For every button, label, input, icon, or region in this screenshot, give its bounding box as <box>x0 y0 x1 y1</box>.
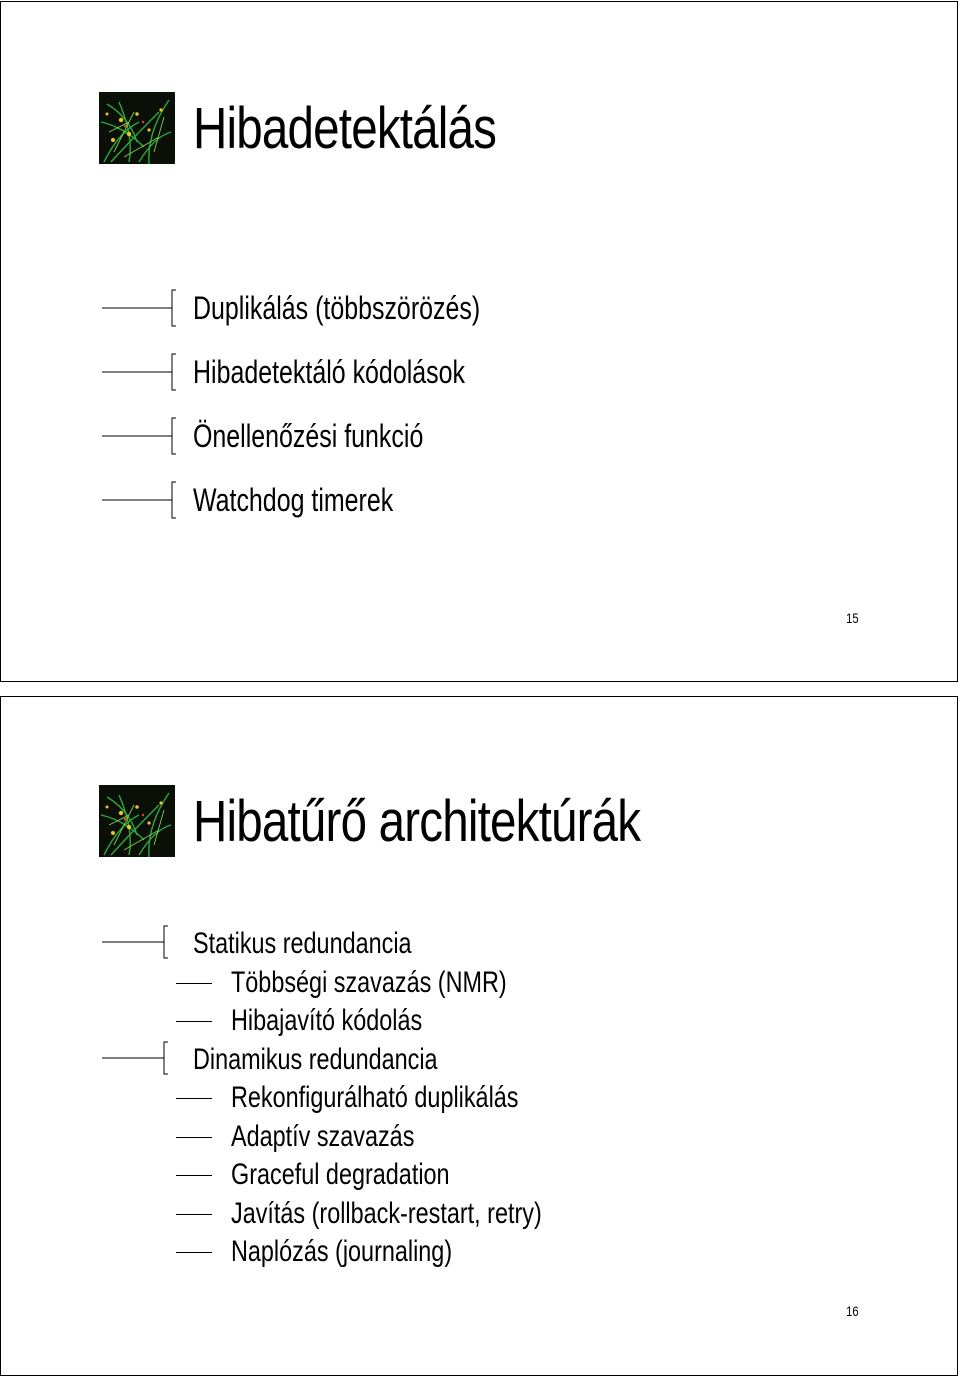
page-number: 15 <box>846 610 859 626</box>
dash-bullet-icon <box>176 1252 212 1253</box>
dash-bullet-icon <box>176 1175 212 1176</box>
plant-thumbnail-image <box>99 785 175 857</box>
dash-bullet-icon <box>176 1214 212 1215</box>
slide-title: Hibatűrő architektúrák <box>193 788 641 854</box>
dash-bullet-icon <box>176 983 212 984</box>
bullet-text: Hibadetektáló kódolások <box>193 353 465 390</box>
bullet-text: Javítás (rollback-restart, retry) <box>231 1196 542 1230</box>
dash-bullet-icon <box>176 1098 212 1099</box>
bracket-bullet-icon <box>102 925 172 959</box>
bullet-text: Önellenőzési funkció <box>193 417 424 454</box>
list-item-level-2 <box>1 964 959 1003</box>
bracket-bullet-icon <box>102 353 176 391</box>
bullet-text: Watchdog timerek <box>193 481 394 518</box>
bullet-text: Graceful degradation <box>231 1158 450 1191</box>
list-item-level-2 <box>1 1118 959 1157</box>
bullet-text: Dinamikus redundancia <box>193 1042 438 1076</box>
bullet-text: Hibajavító kódolás <box>231 1004 423 1037</box>
bullet-text: Adaptív szavazás <box>231 1119 415 1153</box>
plant-thumbnail-image <box>99 92 175 164</box>
list-item-level-2 <box>1 1156 959 1195</box>
list-item-level-1 <box>1 1041 959 1080</box>
bracket-bullet-icon <box>102 481 176 519</box>
dash-bullet-icon <box>176 1021 212 1022</box>
slide-title: Hibadetektálás <box>193 95 497 161</box>
bracket-bullet-icon <box>102 417 176 455</box>
slide-15 <box>0 1 958 682</box>
list-item-level-2 <box>1 1233 959 1272</box>
bullet-text: Rekonfigurálható duplikálás <box>231 1081 519 1114</box>
list-item-level-2 <box>1 1002 959 1041</box>
list-item-level-2 <box>1 1079 959 1118</box>
bracket-bullet-icon <box>102 289 176 327</box>
slide-16 <box>0 696 958 1376</box>
bullet-text: Naplózás (journaling) <box>231 1235 453 1268</box>
list-item-level-2 <box>1 1195 959 1234</box>
list-item-level-1 <box>1 925 959 964</box>
title-row <box>99 785 738 857</box>
bullet-text: Statikus redundancia <box>193 927 412 960</box>
dash-bullet-icon <box>176 1137 212 1138</box>
bracket-bullet-icon <box>102 1041 172 1075</box>
bullet-text: Duplikálás (többszörözés) <box>193 289 481 326</box>
page-number: 16 <box>846 1303 859 1319</box>
title-row <box>99 92 563 164</box>
bullet-list <box>1 925 959 1272</box>
bullet-text: Többségi szavazás (NMR) <box>231 965 507 999</box>
